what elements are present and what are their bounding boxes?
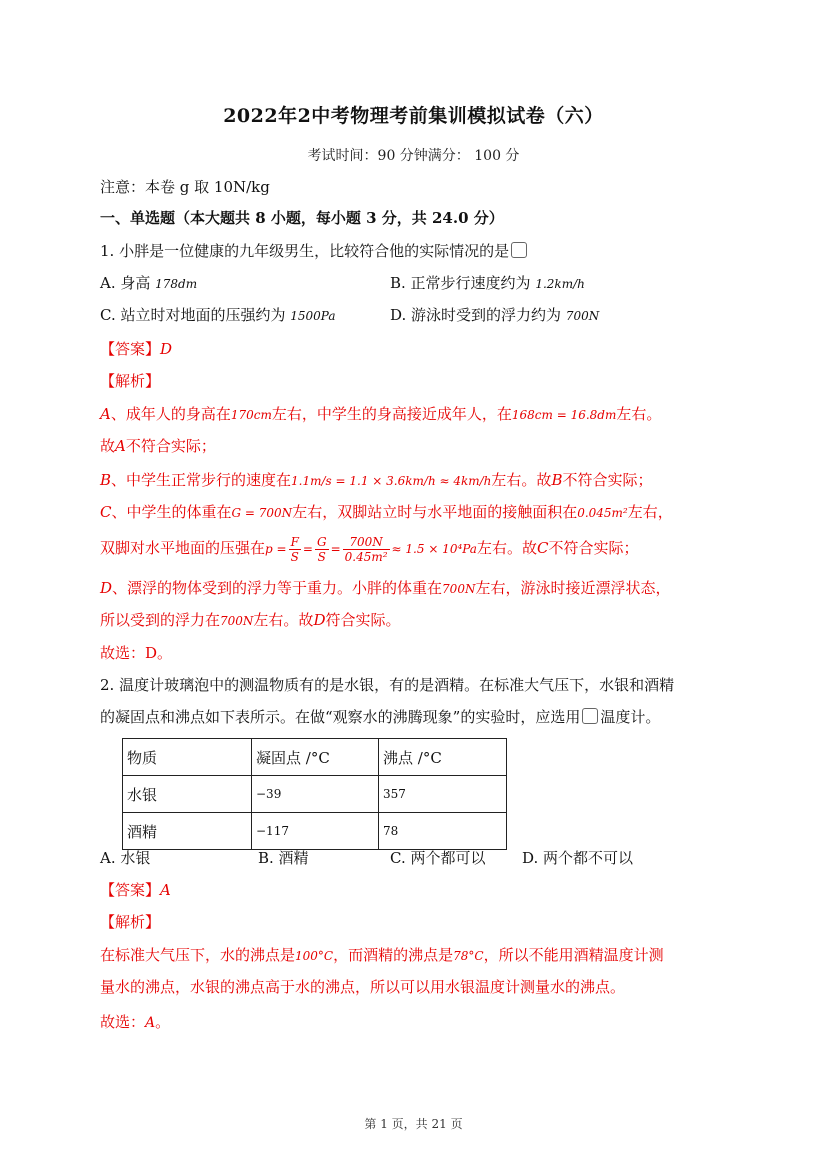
analysis-text: 左右。 — [616, 405, 662, 423]
q1-analysis-c-line2 — [100, 533, 638, 564]
q2-stem-text: 温度计。 — [600, 708, 661, 726]
option-label: D. 游泳时受到的浮力约为 — [390, 306, 562, 324]
analysis-text: 符合实际。 — [325, 611, 401, 629]
option-math: 1500Pa — [290, 309, 336, 323]
analysis-text: 不符合实际； — [562, 471, 653, 489]
table-header-cell: 物质 — [123, 739, 252, 776]
fraction — [315, 535, 329, 564]
q1-analysis-a-line2 — [100, 436, 216, 456]
analysis-math: 170cm — [230, 408, 272, 422]
q1-analysis-d-line1 — [100, 578, 670, 599]
analysis-math: = — [302, 542, 313, 556]
table-cell: 酒精 — [123, 813, 252, 850]
table-cell: −117 — [252, 813, 379, 850]
table-cell: −39 — [252, 776, 379, 813]
option-label: C. 站立时对地面的压强约为 — [100, 306, 286, 324]
analysis-letter: C — [100, 503, 112, 521]
analysis-text: 不符合实际； — [125, 437, 216, 455]
fraction-denominator: S — [317, 549, 326, 564]
answer-paren — [582, 708, 598, 724]
q1-choice: 故选：D。 — [100, 644, 173, 662]
analysis-letter: A — [115, 437, 126, 455]
q2-options — [100, 848, 700, 868]
q1-option-a — [100, 274, 197, 292]
q2-stem-line2 — [100, 707, 660, 727]
note: 注意：本卷 g 取 10N/kg — [100, 178, 270, 196]
q2-option-c: C. 两个都可以 — [390, 849, 486, 867]
analysis-math: p = — [265, 542, 287, 556]
analysis-text: 左右， — [627, 503, 673, 521]
table-row — [123, 813, 507, 850]
q2-option-d: D. 两个都不可以 — [522, 849, 634, 867]
fraction — [289, 535, 301, 564]
analysis-letter: D — [313, 611, 326, 629]
answer-value: A — [160, 881, 171, 899]
fraction-denominator: 0.45m² — [344, 549, 388, 564]
q1-option-b — [390, 273, 585, 294]
q2-option-b: B. 酒精 — [258, 849, 309, 867]
answer-label: 【答案】 — [100, 340, 161, 358]
analysis-text: 在标准大气压下，水的沸点是 — [100, 946, 296, 964]
q2-stem-line1: 2. 温度计玻璃泡中的测温物质有的是水银，有的是酒精。在标准大气压下，水银和酒精 — [100, 676, 675, 694]
q1-stem-text: 1. 小胖是一位健康的九年级男生，比较符合他的实际情况的是 — [100, 242, 510, 260]
q1-analysis-c-line1 — [100, 502, 673, 523]
fraction-numerator: G — [316, 534, 327, 549]
analysis-text: 故选： — [100, 1013, 146, 1031]
table-header-row — [123, 739, 507, 776]
analysis-letter: A — [100, 405, 111, 423]
fraction-denominator: S — [290, 549, 299, 564]
analysis-math: 0.045m² — [577, 506, 628, 520]
q1-stem — [100, 241, 529, 261]
analysis-text: 所以受到的浮力在 — [100, 611, 221, 629]
page-footer: 第 1 页，共 21 页 — [364, 1117, 463, 1131]
option-label: B. 正常步行速度约为 — [390, 274, 531, 292]
section-heading: 一、单选题（本大题共 8 小题，每小题 3 分，共 24.0 分） — [100, 209, 504, 227]
analysis-text: 左右。故 — [253, 611, 314, 629]
analysis-letter: B — [100, 471, 112, 489]
q2-answer — [100, 880, 171, 900]
analysis-letter: D — [100, 579, 113, 597]
analysis-text: 、中学生的体重在 — [111, 503, 232, 521]
answer-paren — [511, 242, 527, 258]
q1-analysis-a-line1 — [100, 404, 661, 425]
q2-analysis-label: 【解析】 — [100, 913, 161, 931]
q1-analysis-label: 【解析】 — [100, 372, 161, 390]
option-label: A. 身高 — [100, 274, 151, 292]
q1-analysis-b — [100, 470, 652, 491]
analysis-math: A — [145, 1015, 156, 1031]
table-row — [123, 776, 507, 813]
analysis-letter: C — [536, 539, 549, 557]
analysis-text: 、中学生正常步行的速度在 — [111, 471, 292, 489]
analysis-text: 不符合实际； — [548, 539, 639, 557]
fraction-numerator: F — [290, 534, 299, 549]
analysis-math: = — [330, 542, 341, 556]
q1-option-d — [390, 305, 599, 326]
exam-info: 考试时间：90 分钟满分： 100 分 — [307, 148, 520, 164]
analysis-text: 。 — [155, 1013, 171, 1031]
answer-label: 【答案】 — [100, 881, 161, 899]
analysis-text: 、漂浮的物体受到的浮力等于重力。小胖的体重在 — [112, 579, 443, 597]
option-math: 700N — [565, 309, 600, 323]
analysis-math: 700N — [220, 614, 254, 628]
analysis-math: 700N — [442, 582, 476, 596]
table-cell: 水银 — [123, 776, 252, 813]
analysis-math: 1.1m/s = 1.1 × 3.6km/h ≈ 4km/h — [291, 474, 492, 488]
analysis-text: 故 — [100, 437, 116, 455]
option-math: 1.2km/h — [535, 277, 585, 291]
analysis-text: 左右。故 — [491, 471, 552, 489]
table-cell: 78 — [379, 813, 507, 850]
data-table — [122, 738, 507, 850]
q2-analysis-line2: 量水的沸点，水银的沸点高于水的沸点，所以可以用水银温度计测量水的沸点。 — [100, 978, 626, 996]
q1-analysis-d-line2 — [100, 610, 400, 631]
q2-choice — [100, 1012, 170, 1033]
analysis-math: 78°C — [453, 949, 484, 963]
answer-value: D — [160, 340, 173, 358]
analysis-text: 双脚对水平地面的压强在 — [100, 539, 266, 557]
analysis-text: 、成年人的身高在 — [110, 405, 231, 423]
q1-options-row2 — [100, 305, 740, 326]
analysis-letter: B — [551, 471, 563, 489]
analysis-text: 左右，双脚站立时与水平地面的接触面积在 — [292, 503, 578, 521]
page-title: 2022年2中考物理考前集训模拟试卷（六） — [223, 105, 604, 127]
analysis-text: 左右，游泳时接近漂浮状态， — [475, 579, 671, 597]
q2-stem-text: 的凝固点和沸点如下表所示。在做“观察水的沸腾现象”的实验时，应选用 — [100, 708, 581, 726]
q1-answer — [100, 339, 172, 359]
q1-options-row1 — [100, 273, 740, 294]
q2-analysis-line1 — [100, 945, 664, 966]
analysis-text: 左右，中学生的身高接近成年人，在 — [271, 405, 512, 423]
analysis-math: 100°C — [295, 949, 334, 963]
analysis-text: ，而酒精的沸点是 — [333, 946, 454, 964]
table-header-cell: 沸点 /°C — [379, 739, 507, 776]
analysis-math: 168cm = 16.8dm — [511, 408, 617, 422]
q1-option-c — [100, 306, 336, 324]
analysis-text: 左右。故 — [476, 539, 537, 557]
q2-option-a: A. 水银 — [100, 849, 151, 867]
analysis-math: ≈ 1.5 × 10⁴Pa — [391, 542, 477, 556]
option-math: 178dm — [155, 277, 198, 291]
table-header-cell: 凝固点 /°C — [252, 739, 379, 776]
fraction — [343, 535, 390, 564]
analysis-math: G = 700N — [231, 506, 293, 520]
analysis-text: ，所以不能用酒精温度计测 — [483, 946, 664, 964]
table-cell: 357 — [379, 776, 507, 813]
fraction-numerator: 700N — [343, 535, 390, 550]
